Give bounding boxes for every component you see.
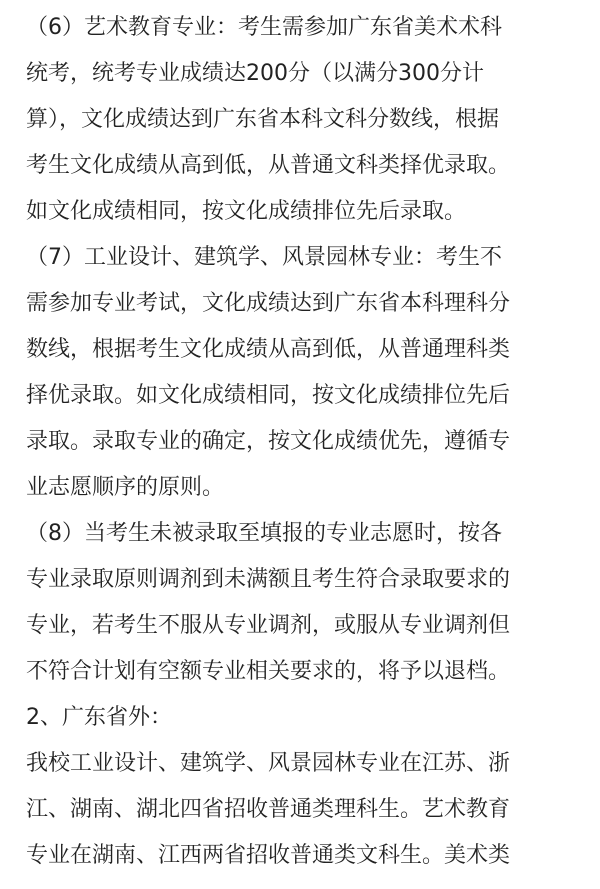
text-line-14: 专业，若考生不服从专业调剂，或服从专业调剂但	[26, 613, 511, 638]
text-line-10: 录取。录取专业的确定，按文化成绩优先，遵循专	[26, 429, 511, 454]
text-line-4: 考生文化成绩从高到低，从普通文科类择优录取。	[26, 153, 511, 178]
text-line-11: 业志愿顺序的原则。	[26, 475, 225, 500]
text-line-12: （8）当考生未被录取至填报的专业志愿时，按各	[26, 521, 502, 546]
text-line-3: 算），文化成绩达到广东省本科文科分数线，根据	[26, 107, 500, 132]
text-line-1: （6）艺术教育专业：考生需参加广东省美术术科	[26, 15, 502, 40]
text-line-17: 我校工业设计、建筑学、风景园林专业在江苏、浙	[26, 751, 511, 776]
text-line-13: 专业录取原则调剂到未满额且考生符合录取要求的	[26, 567, 511, 592]
text-line-5: 如文化成绩相同，按文化成绩排位先后录取。	[26, 199, 467, 224]
text-line-15: 不符合计划有空额专业相关要求的，将予以退档。	[26, 659, 511, 684]
text-line-2: 统考，统考专业成绩达200分（以满分300分计	[26, 61, 484, 86]
text-line-8: 数线，根据考生文化成绩从高到低，从普通理科类	[26, 337, 511, 362]
text-line-16: 2、广东省外：	[26, 705, 172, 730]
text-line-9: 择优录取。如文化成绩相同，按文化成绩排位先后	[26, 383, 511, 408]
text-line-6: （7）工业设计、建筑学、风景园林专业：考生不	[26, 245, 502, 270]
text-line-19: 专业在湖南、江西两省招收普通类文科生。美术类	[26, 843, 511, 868]
text-line-18: 江、湖南、湖北四省招收普通类理科生。艺术教育	[26, 797, 511, 822]
text-line-7: 需参加专业考试，文化成绩达到广东省本科理科分	[26, 291, 511, 316]
